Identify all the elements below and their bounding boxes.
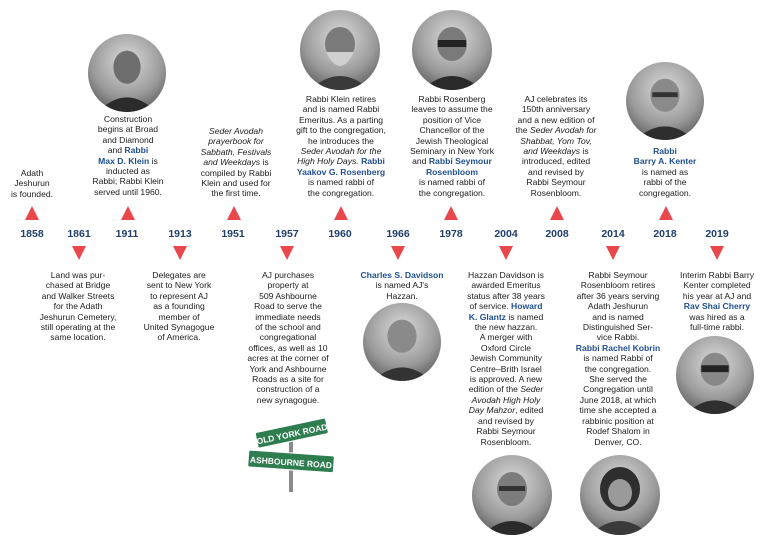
event-2014-text-b: is named Rabbi of the congregation. She served the Congregation until June 2018, at which time she accepted a rabbinic position at Rodef Shalom in Denver, CO. <box>579 353 657 447</box>
marker-2014 <box>606 246 620 260</box>
event-2019 <box>668 270 766 332</box>
event-1960-name: Rabbi Yaakov G. Rosenberg <box>296 156 386 177</box>
portrait-shai-cherry <box>676 336 754 414</box>
year-1858: 1858 <box>20 228 44 240</box>
event-1951-text: is compiled by Rabbi Klein and used for the first time. <box>200 157 272 199</box>
year-1960: 1960 <box>328 228 352 240</box>
event-1978 <box>398 94 506 198</box>
marker-1957 <box>280 246 294 260</box>
year-1861: 1861 <box>67 228 91 240</box>
event-2019-text-a: Interim Rabbi Barry Kenter completed his year at AJ and <box>679 270 755 301</box>
event-1913: Delegates are sent to New York to represent AJ as a founding member of United Synagogue of America. <box>143 270 215 343</box>
portrait-max-klein <box>88 34 166 112</box>
event-2019-name: Rav Shai Cherry <box>683 301 751 312</box>
year-2008: 2008 <box>545 228 569 240</box>
marker-2018 <box>659 206 673 220</box>
event-1858: Adath Jeshurun is founded. <box>10 168 54 199</box>
year-1957: 1957 <box>275 228 299 240</box>
event-2004 <box>456 270 556 447</box>
event-1978-name: Rabbi Seymour Rosenbloom <box>425 156 492 177</box>
event-2004-text-a: Hazzan Davidson is awarded Emeritus status after 38 years of service. <box>467 270 545 312</box>
event-2004-text-c: , edited and revised by Rabbi Seymour Rosenbloom. <box>476 405 544 447</box>
portrait-seymour-rosenbloom <box>412 10 492 90</box>
year-1966: 1966 <box>386 228 410 240</box>
event-2018-text: is named as rabbi of the congregation. <box>638 166 692 198</box>
year-1951: 1951 <box>221 228 245 240</box>
marker-2004 <box>499 246 513 260</box>
event-1960-text-a: Rabbi Klein retires and is named Rabbi Emeritus. As a parting gift to the congregation, he introduces the <box>296 94 386 146</box>
portrait-barry-kenter <box>626 62 704 140</box>
marker-1858 <box>25 206 39 220</box>
marker-1978 <box>444 206 458 220</box>
event-1911-text-a: Construction begins at Broad and Diamond and <box>97 114 159 156</box>
event-2004-name: Howard K. Glantz <box>468 301 543 322</box>
marker-1951 <box>227 206 241 220</box>
event-2008-text-a: AJ celebrates its 150th anniversary and a new edition of the <box>515 94 595 136</box>
year-1911: 1911 <box>115 228 139 240</box>
event-1966 <box>350 270 454 301</box>
year-1913: 1913 <box>168 228 192 240</box>
marker-1911 <box>121 206 135 220</box>
event-1966-name: Charles S. Davidson <box>360 270 444 280</box>
event-2008 <box>506 94 606 198</box>
event-1960 <box>288 94 394 198</box>
event-1861: Land was pur- chased at Bridge and Walker Streets for the Adath Jeshurun Cemetery, still operating at the same location. <box>39 270 117 343</box>
event-2018 <box>616 146 714 198</box>
portrait-yaakov-rosenberg <box>300 10 380 90</box>
event-1951 <box>190 126 282 199</box>
event-2008-title: Seder Avodah for Shabbat, Yom Tov, and Weekdays <box>520 125 597 157</box>
event-2014-name: Rabbi Rachel Kobrin <box>575 342 661 353</box>
year-2004: 2004 <box>494 228 518 240</box>
sign-ashbourne-road: ASHBOURNE ROAD <box>249 454 333 471</box>
event-1911 <box>82 114 174 197</box>
marker-1913 <box>173 246 187 260</box>
sign-old-york-road: OLD YORK ROAD <box>255 421 329 447</box>
event-1966-text: is named AJ's Hazzan. <box>375 280 429 301</box>
portrait-rachel-kobrin <box>580 455 660 535</box>
event-2008-text-b: is introduced, edited and revised by Rabbi Seymour Rosenbloom. <box>521 146 591 198</box>
event-2019-text-b: was hired as a full-time rabbi. <box>689 311 745 333</box>
event-1911-name: Rabbi Max D. Klein <box>98 145 150 166</box>
event-1911-text-b: is inducted as Rabbi; Rabbi Klein served until 1960. <box>92 155 164 197</box>
event-2014-text-a: Rabbi Seymour Rosenbloom retires after 36 years serving Adath Jeshurun and is named Distinguished Ser- vice Rabbi. <box>576 270 660 343</box>
event-1978-text-a: Rabbi Rosenberg leaves to assume the position of Vice Chancellor of the Jewish Theological Seminary in New York and <box>409 94 495 167</box>
marker-1861 <box>72 246 86 260</box>
event-1957: AJ purchases property at 509 Ashbourne Road to serve the immediate needs of the school and congregational offices, as well as 10 acres at the corner of York and Ashbourne Roads as a site for construction of a new synagogue. <box>247 270 329 405</box>
event-2004-text-b: is named the new hazzan. A merger with Oxford Circle Jewish Community Centre–Brith Israel is approved. A new edition of the <box>468 311 544 395</box>
year-2014: 2014 <box>601 228 625 240</box>
event-2004-title: Seder Avodah High Holy Day Mahzor <box>468 384 544 416</box>
marker-1960 <box>334 206 348 220</box>
marker-1966 <box>391 246 405 260</box>
year-2019: 2019 <box>705 228 729 240</box>
event-1960-title: Seder Avodah for the High Holy Days. <box>297 146 382 167</box>
event-2018-name: Rabbi Barry A. Kenter <box>633 146 697 167</box>
year-1978: 1978 <box>439 228 463 240</box>
marker-2008 <box>550 206 564 220</box>
portrait-charles-davidson <box>363 303 441 381</box>
year-2018: 2018 <box>653 228 677 240</box>
event-1978-text-b: is named rabbi of the congregation. <box>418 177 486 198</box>
street-sign <box>246 412 338 492</box>
portrait-howard-glantz <box>472 455 552 535</box>
event-2014 <box>564 270 672 447</box>
event-1951-title: Seder Avodah prayerbook for Sabbath, Festivals and Weekdays <box>200 126 272 168</box>
event-1960-text-b: is named rabbi of the congregation. <box>307 177 375 198</box>
marker-2019 <box>710 246 724 260</box>
